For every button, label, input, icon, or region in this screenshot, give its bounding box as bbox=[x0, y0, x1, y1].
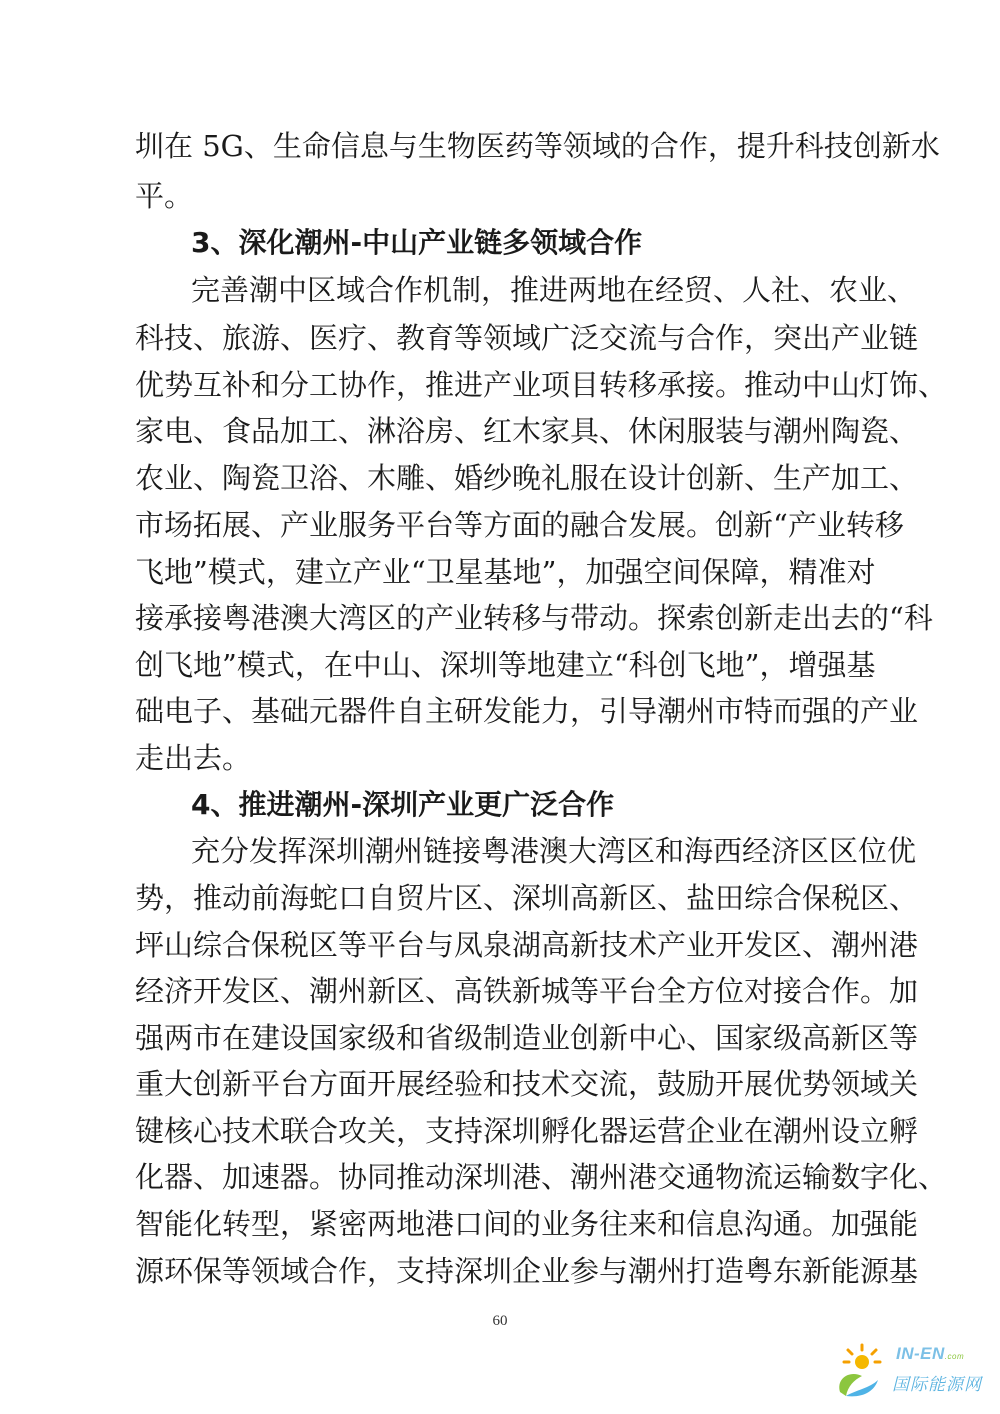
paragraph-line: 势，推动前海蛇口自贸片区、深圳高新区、盐田综合保税区、 bbox=[135, 881, 919, 915]
paragraph-line: 础电子、基础元器件自主研发能力，引导潮州市特而强的产业 bbox=[135, 694, 919, 728]
watermark-brand: IN-EN.com bbox=[896, 1344, 965, 1363]
paragraph-line: 市场拓展、产业服务平台等方面的融合发展。创新“产业转移 bbox=[135, 508, 904, 542]
page-number: 60 bbox=[492, 1313, 508, 1329]
section-heading: 3、深化潮州-中山产业链多领域合作 bbox=[191, 226, 643, 259]
paragraph-line: 接承接粤港澳大湾区的产业转移与带动。探索创新走出去的“科 bbox=[135, 601, 933, 635]
paragraph-line: 走出去。 bbox=[135, 741, 252, 775]
paragraph-line: 键核心技术联合攻关，支持深圳孵化器运营企业在潮州设立孵 bbox=[135, 1114, 919, 1148]
paragraph-line: 源环保等领域合作，支持深圳企业参与潮州打造粤东新能源基 bbox=[135, 1254, 919, 1288]
paragraph-line: 农业、陶瓷卫浴、木雕、婚纱晚礼服在设计创新、生产加工、 bbox=[135, 461, 919, 495]
section-heading: 4、推进潮州-深圳产业更广泛合作 bbox=[191, 788, 615, 821]
paragraph-line: 智能化转型，紧密两地港口间的业务往来和信息沟通。加强能 bbox=[135, 1207, 919, 1241]
paragraph-line: 充分发挥深圳潮州链接粤港澳大湾区和海西经济区区位优 bbox=[191, 834, 917, 868]
paragraph-line: 坪山综合保税区等平台与凤泉湖高新技术产业开发区、潮州港 bbox=[135, 928, 919, 962]
watermark-brand-cn: 国际能源网 bbox=[892, 1375, 982, 1395]
paragraph-line: 经济开发区、潮州新区、高铁新城等平台全方位对接合作。加 bbox=[135, 974, 919, 1008]
paragraph-line: 家电、食品加工、淋浴房、红木家具、休闲服装与潮州陶瓷、 bbox=[135, 414, 919, 448]
paragraph-line: 平。 bbox=[135, 179, 194, 213]
paragraph-line: 创飞地”模式，在中山、深圳等地建立“科创飞地”，增强基 bbox=[135, 648, 876, 682]
paragraph-line: 优势互补和分工协作，推进产业项目转移承接。推动中山灯饰、 bbox=[135, 368, 948, 402]
watermark-logo bbox=[826, 1340, 986, 1400]
paragraph-line: 完善潮中区域合作机制，推进两地在经贸、人社、农业、 bbox=[191, 273, 917, 307]
paragraph-line: 强两市在建设国家级和省级制造业创新中心、国家级高新区等 bbox=[135, 1021, 919, 1055]
sun-leaf-icon bbox=[826, 1340, 896, 1400]
paragraph-line: 化器、加速器。协同推动深圳港、潮州港交通物流运输数字化、 bbox=[135, 1160, 948, 1194]
paragraph-line: 圳在 5G、生命信息与生物医药等领域的合作，提升科技创新水 bbox=[135, 129, 940, 163]
paragraph-line: 重大创新平台方面开展经验和技术交流，鼓励开展优势领域关 bbox=[135, 1067, 919, 1101]
paragraph-line: 飞地”模式，建立产业“卫星基地”，加强空间保障，精准对 bbox=[135, 555, 876, 589]
paragraph-line: 科技、旅游、医疗、教育等领域广泛交流与合作，突出产业链 bbox=[135, 321, 919, 355]
